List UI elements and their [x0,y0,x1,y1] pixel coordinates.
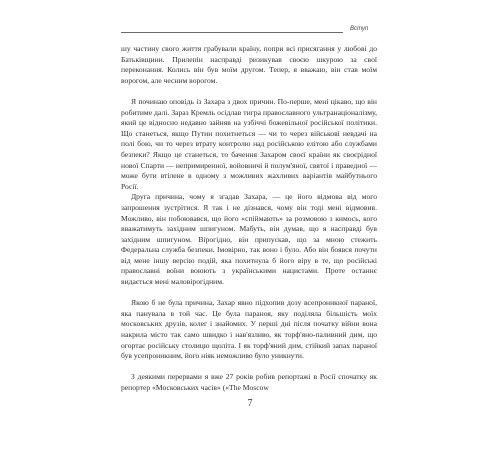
paragraph-3: Друга причина, чому я згадав Захара, — це його відмова від мого запрошення зустрітися. Я так і не дізнався, чому він тоді мені відмовив. Можливо, він побоювався, що його «спіймають» за розмовою з кимось, кого вважатимуть західним шпигуном. Мабуть, він думав, що я насправді був західним шпигуном. Вірогідно, він припускав, що за мною стежить Федеральна служба безпеки. Імовірно, так воно і було. Або він боявся почути від мене іншу версію подій, яка похитнула б його віру в те, що російські православні воїни воюють з українськими нацистами. Проте останнє видається мені маловірогідним. [121,192,377,287]
body-text [121,44,377,394]
paragraph-1: шу частину свого життя грабували країну, попри всі присягання у любові до Батьківщини. Прилепін насправді ризикував своєю шкурою за свої переконання. Колись він був моїм другом. Тепер, я вважаю, він став моїм ворогом, але чесним ворогом. [121,44,377,85]
page-number: 7 [247,398,253,409]
header-rule [121,32,343,33]
paragraph-4: Якою б не була причина, Захар явно підхопив дозу всепроникної параної, яка панувала в той час. Це була параноя, яку поділяла більшість моїх московських друзів, колег і знайомих. У перші дні після початку війни вона накрила місто так само швидко і нав'язливо, як торф'яно-паливний дим, що огортає російську столицю щоліта. І як торф'яний дим, стійкий запах параної був усепроникним, його ніяк неможливо було уникнути. [121,298,377,361]
paragraph-5: З деякими перервами я вже 27 років робив репортажі в Росії спочатку як репортер «Московських часів» («The Moscow [121,372,377,392]
running-head: Вступ [350,26,369,32]
paragraph-2: Я починаю оповідь із Захара з двох причин. По-перше, мені цікаво, що він робитиме далі. Зараз Кремль осідлав тигра православного ультранаціоналізму, який це відносно недавно зайняв на узбіччі божевільної російської політики. Що станеться, якщо Путин похитнеться — чи то через військові невдачі на полі бою, чи то через втрату контролю над російською елітою або службами безпеки? Якщо це станеться, то бачення Захаром своєї країни як своєрідної нової Спарти — непримиренної, войовничі й полум'яної, святої і праведної — може бути втілене в одному з можливих жахливих варіантів майбутнього Росії. [121,96,377,191]
